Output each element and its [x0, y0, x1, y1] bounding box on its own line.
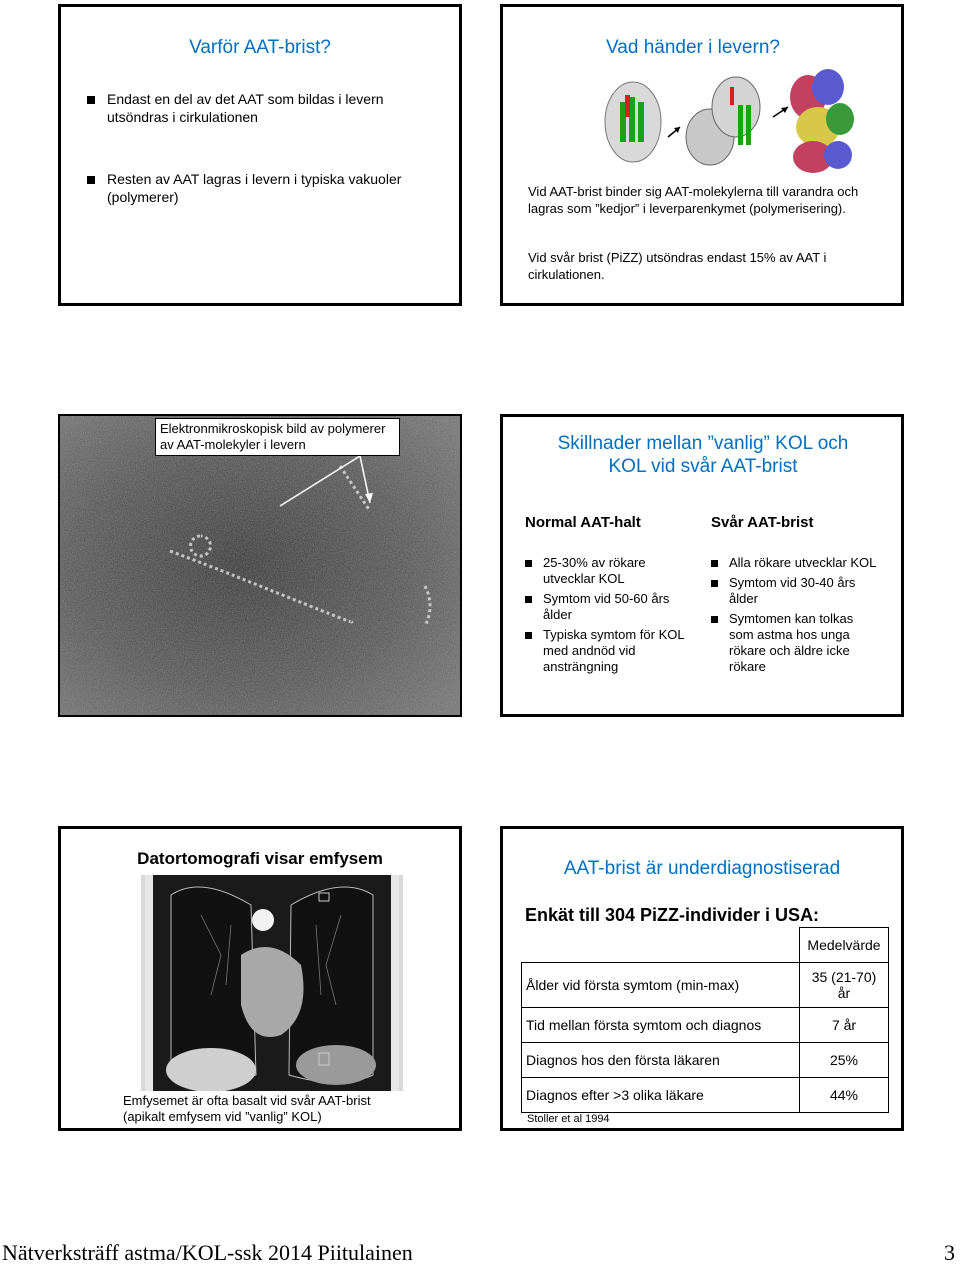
table-cell-label: Diagnos hos den första läkaren	[522, 1043, 800, 1078]
electron-micrograph-image	[60, 416, 460, 715]
ct-scan-image	[141, 875, 403, 1100]
table-cell-value: 35 (21-70) år	[800, 963, 889, 1008]
slide-title: Varför AAT-brist?	[189, 37, 331, 58]
square-bullet-icon	[525, 596, 532, 603]
survey-subtitle: Enkät till 304 PiZZ-individer i USA:	[525, 905, 820, 925]
table-header-cell: Medelvärde	[800, 928, 889, 963]
table-cell-value: 7 år	[800, 1008, 889, 1043]
list-item: Symtomen kan tolkas som astma hos unga rökare och äldre icke rökare	[711, 611, 881, 675]
protein-dimer-icon	[686, 77, 760, 165]
square-bullet-icon	[711, 580, 718, 587]
table-cell-label: Tid mellan första symtom och diagnos	[522, 1008, 800, 1043]
table-row	[522, 928, 889, 963]
table-row	[522, 1043, 889, 1078]
paragraph-polymerization: Vid AAT-brist binder sig AAT-molekylerna till varandra och lagras som ”kedjor” i leverparenkymet (polymerisering).	[528, 184, 859, 216]
list-item: Symtom vid 50-60 års ålder	[525, 591, 695, 623]
normal-aat-list	[525, 555, 695, 679]
slide-title: AAT-brist är underdiagnostiserad	[563, 858, 841, 879]
slide-copd-comparison	[500, 414, 904, 717]
table-cell-label: Ålder vid första symtom (min-max)	[522, 963, 800, 1008]
protein-polymer-chain-icon	[790, 69, 854, 173]
list-item: 25-30% av rökare utvecklar KOL	[525, 555, 695, 587]
slide-underdiagnosed	[500, 826, 904, 1131]
list-item: Endast en del av det AAT som bildas i levern utsöndras i cirkulationen	[87, 90, 447, 126]
list-item: Symtom vid 30-40 års ålder	[711, 575, 881, 607]
slide-title: Skillnader mellan ”vanlig” KOL och KOL vid svår AAT-brist	[557, 433, 849, 477]
column-header-severe: Svår AAT-brist	[711, 514, 814, 531]
footer-text: Nätverksträff astma/KOL-ssk 2014 Piitulainen	[2, 1240, 413, 1265]
slide-title: Datortomografi visar emfysem	[137, 849, 383, 868]
column-header-normal: Normal AAT-halt	[525, 514, 641, 531]
source-citation: Stoller et al 1994	[527, 1113, 610, 1125]
table-row	[522, 1078, 889, 1113]
slide-what-happens-in-liver	[500, 4, 904, 306]
list-item: Resten av AAT lagras i levern i typiska vakuoler (polymerer)	[87, 170, 447, 206]
square-bullet-icon	[711, 560, 718, 567]
slide-electron-microscopy	[58, 414, 462, 717]
page-number: 3	[944, 1240, 955, 1265]
slide-ct-emphysema	[58, 826, 462, 1131]
survey-table	[521, 927, 889, 1113]
table-cell-label: Diagnos efter >3 olika läkare	[522, 1078, 800, 1113]
paragraph-severe-deficiency: Vid svår brist (PiZZ) utsöndras endast 15% av AAT i cirkulationen.	[528, 250, 827, 282]
list-item: Alla rökare utvecklar KOL	[711, 555, 881, 571]
protein-polymer-illustration	[598, 67, 858, 177]
image-caption: Elektronmikroskopisk bild av polymerer av AAT-molekyler i levern	[155, 418, 400, 456]
square-bullet-icon	[87, 96, 95, 104]
slide-title: Vad händer i levern?	[606, 37, 780, 58]
table-row	[522, 963, 889, 1008]
square-bullet-icon	[525, 560, 532, 567]
table-row	[522, 1008, 889, 1043]
severe-aat-list	[711, 555, 881, 679]
square-bullet-icon	[525, 632, 532, 639]
protein-monomer-icon	[605, 82, 661, 162]
bullet-list	[87, 90, 447, 206]
slide-why-aat-deficiency	[58, 4, 462, 306]
table-cell-value: 25%	[800, 1043, 889, 1078]
square-bullet-icon	[711, 616, 718, 623]
list-item: Typiska symtom för KOL med andnöd vid ansträngning	[525, 627, 695, 675]
image-caption: Emfysemet är ofta basalt vid svår AAT-brist (apikalt emfysem vid ”vanlig” KOL)	[121, 1091, 415, 1127]
table-cell-value: 44%	[800, 1078, 889, 1113]
square-bullet-icon	[87, 176, 95, 184]
